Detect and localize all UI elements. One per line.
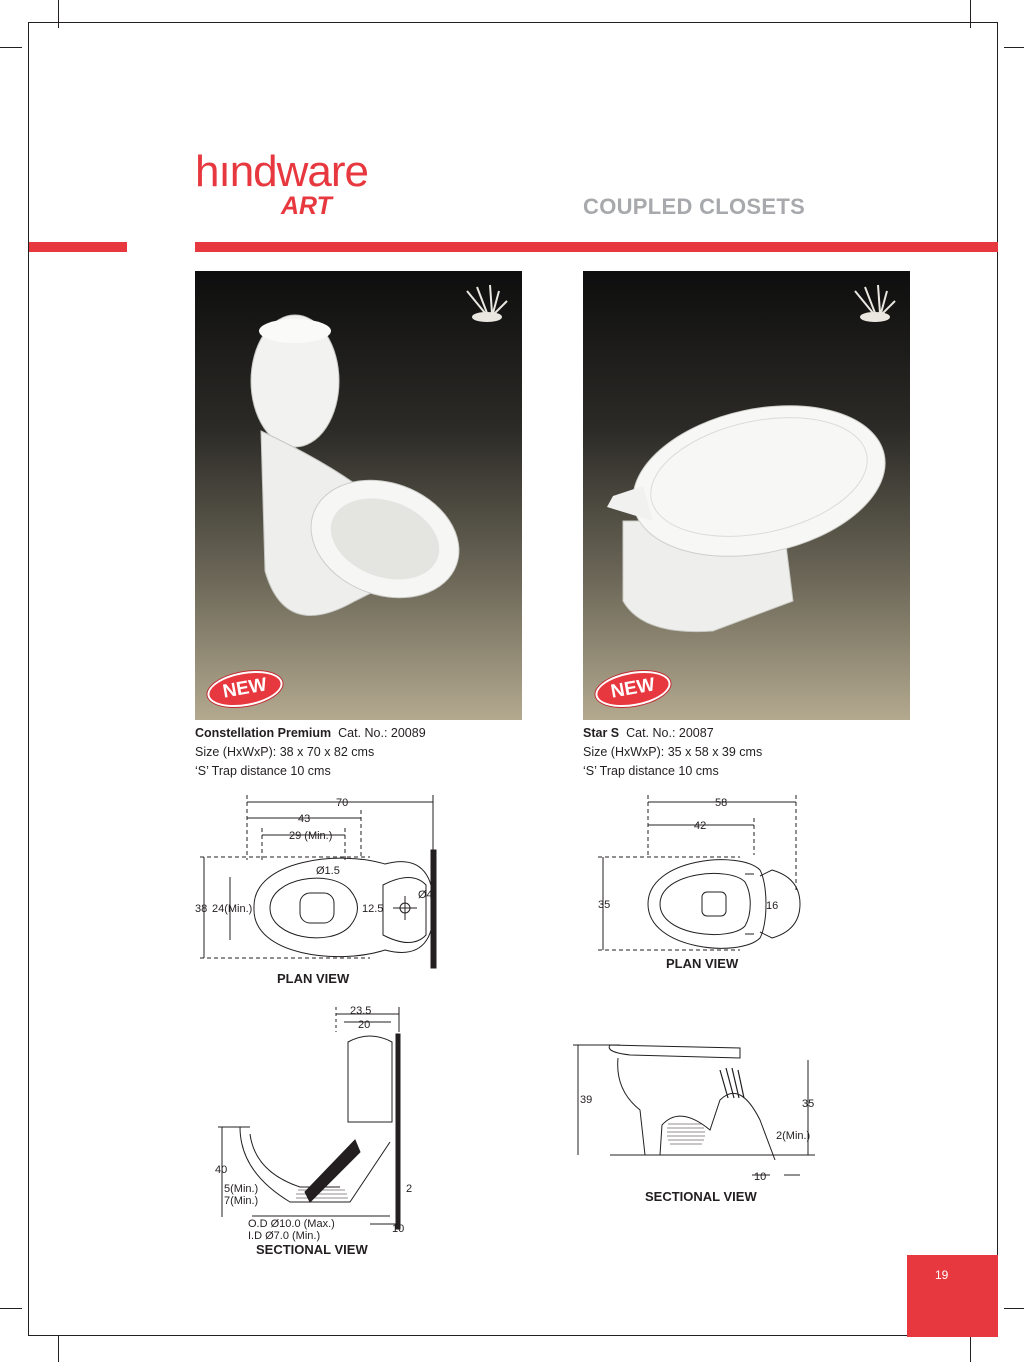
product-name: Star S [583, 726, 620, 740]
catalog-number: Cat. No.: 20087 [626, 726, 714, 740]
crop-mark [58, 1336, 59, 1362]
plan-view-label: PLAN VIEW [666, 956, 739, 971]
dim-label: 35 [598, 899, 611, 911]
dim-label: 38 [195, 903, 208, 915]
dim-label: 23.5 [350, 1005, 372, 1017]
product-photo-constellation [195, 271, 522, 720]
new-badge: NEW [593, 666, 674, 713]
header-bar-left [29, 242, 127, 252]
sectional-view-label: SECTIONAL VIEW [645, 1189, 757, 1204]
dim-label: I.D Ø7.0 (Min.) [248, 1230, 321, 1242]
page-number-tab [907, 1255, 998, 1337]
page-number: 19 [935, 1268, 949, 1282]
new-badge: NEW [205, 666, 286, 713]
flush-icon [467, 285, 507, 321]
dim-label: 5(Min.) [224, 1183, 259, 1195]
dim-label: 40 [215, 1164, 228, 1176]
dim-label: 42 [694, 820, 707, 832]
dim-label: 20 [358, 1019, 371, 1031]
dim-label: O.D Ø10.0 (Max.) [248, 1218, 335, 1230]
dim-label: 35 [802, 1098, 815, 1110]
plan-view-drawing-2 [590, 790, 820, 975]
sectional-view-drawing-2 [570, 1030, 825, 1210]
toilet-image [195, 271, 522, 720]
crop-mark [970, 1336, 971, 1362]
dim-label: 12.5 [362, 903, 384, 915]
dim-label: Ø1.5 [316, 865, 340, 877]
header-bar-right [195, 242, 998, 252]
dim-label: 39 [580, 1094, 593, 1106]
dim-label: 10 [754, 1171, 767, 1183]
dim-label: 10 [392, 1223, 405, 1235]
plan-view-label: PLAN VIEW [277, 971, 350, 986]
dim-label: 58 [715, 797, 728, 809]
dim-label: 24(Min.) [212, 903, 253, 915]
product-photo-star-s [583, 271, 910, 720]
plan-view-drawing-1 [190, 790, 450, 990]
brand-sub-logo: ART [281, 192, 332, 220]
trap-distance: ‘S’ Trap distance 10 cms [195, 764, 331, 778]
dim-label: 7(Min.) [224, 1195, 259, 1207]
product-size: Size (HxWxP): 38 x 70 x 82 cms [195, 745, 375, 759]
sectional-view-label: SECTIONAL VIEW [256, 1242, 368, 1257]
dim-label: 2 [406, 1183, 413, 1195]
catalog-number: Cat. No.: 20089 [338, 726, 426, 740]
product-caption [583, 724, 913, 781]
crop-mark [0, 47, 22, 48]
product-size: Size (HxWxP): 35 x 58 x 39 cms [583, 745, 763, 759]
dim-label: 70 [336, 797, 349, 809]
crop-mark [1004, 1308, 1024, 1309]
page-title: COUPLED CLOSETS [583, 194, 806, 219]
brand-logo: hındware [195, 147, 369, 196]
dim-label: Ø4 [418, 889, 433, 901]
toilet-image [583, 271, 910, 720]
dim-label: 2(Min.) [776, 1130, 811, 1142]
crop-mark [1004, 47, 1024, 48]
flush-icon [855, 285, 895, 321]
trap-distance: ‘S’ Trap distance 10 cms [583, 764, 719, 778]
product-name: Constellation Premium [195, 726, 332, 740]
crop-mark [0, 1308, 22, 1309]
dim-label: 43 [298, 813, 311, 825]
sectional-view-drawing-1 [210, 1002, 430, 1262]
dim-label: 16 [766, 900, 779, 912]
dim-label: 29 (Min.) [289, 830, 333, 842]
product-caption [195, 724, 525, 781]
